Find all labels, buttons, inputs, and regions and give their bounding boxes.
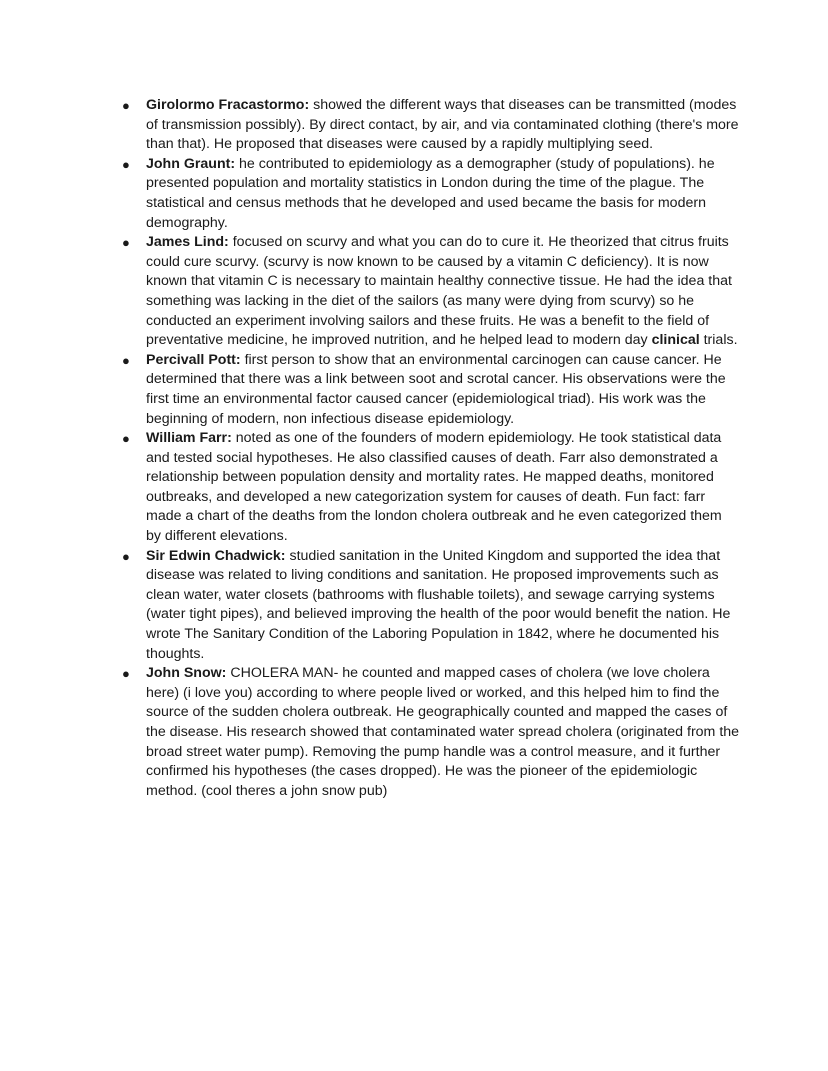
person-name: John Snow: <box>146 665 227 682</box>
person-description: showed the different ways that diseases can be transmitted (modes of transmission possibly). By direct contact, by air, and via contaminated clothing (there's more than that). He proposed that diseases were caused by a rapidly multiplying seed. <box>146 97 739 153</box>
person-name: Sir Edwin Chadwick: <box>146 547 286 564</box>
person-name: John Graunt: <box>146 155 236 172</box>
person-description: studied sanitation in the United Kingdom and supported the idea that disease was related to living conditions and sanitation. He proposed improvements such as clean water, water closets (bathrooms with flushable toilets), and sewage carrying systems (water tight pipes), and believed improving the health of the poor would benefit the nation. He wrote The Sanitary Condition of the Laboring Population in 1842, where he documented his thoughts. <box>146 547 731 662</box>
list-item-snow <box>120 664 740 801</box>
person-description: CHOLERA MAN- he counted and mapped cases of cholera (we love cholera here) (i love you) according to where people lived or worked, and this helped him to find the source of the sudden cholera outbreak. He geographically counted and mapped the cases of the disease. His research showed that contaminated water spread cholera (originated from the broad street water pump). Removing the pump handle was a control measure, and it further confirmed his hypotheses (the cases dropped). He was the pioneer of the epidemiologic method. (cool theres a john snow pub) <box>146 665 740 799</box>
bullet-icon: ● <box>122 666 130 682</box>
epidemiology-notes-list <box>120 96 740 801</box>
bullet-icon: ● <box>122 548 130 564</box>
person-description: noted as one of the founders of modern epidemiology. He took statistical data and tested social hypotheses. He also classified causes of death. Farr also demonstrated a relationship between population density and mortality rates. He mapped deaths, monitored outbreaks, and developed a new categorization system for causes of death. Fun fact: farr made a chart of the deaths from the london cholera outbreak and he even categorized them by different elevations. <box>146 430 722 545</box>
person-description: first person to show that an environmental carcinogen can cause cancer. He determined that there was a link between soot and scrotal cancer. His observations were the first time an environmental factor caused cancer (epidemiological triad). His work was the beginning of modern, non infectious disease epidemiology. <box>146 351 726 427</box>
bullet-icon: ● <box>122 98 130 113</box>
bullet-icon: ● <box>122 431 130 447</box>
person-name: Girolormo Fracastormo: <box>146 97 310 113</box>
person-name: Percivall Pott: <box>146 351 241 368</box>
person-description: focused on scurvy and what you can do to cure it. He theorized that citrus fruits could cure scurvy. (scurvy is now known to be caused by a vitamin C deficiency). It is now known that vitamin C is necessary to maintain healthy connective tissue. He had the idea that something was lacking in the diet of the sailors (as many were dying from scurvy) so he conducted an experiment involving sailors and these fruits. He was a benefit to the field of preventative medicine, he improved nutrition, and he helped lead to modern day <box>146 234 732 349</box>
list-item-graunt <box>120 155 740 233</box>
list-item-pott <box>120 351 740 429</box>
bullet-icon: ● <box>122 352 130 368</box>
person-name: William Farr: <box>146 430 232 447</box>
list-item-lind <box>120 233 740 351</box>
person-description: he contributed to epidemiology as a demographer (study of populations). he presented population and mortality statistics in London during the time of the plague. The statistical and census methods that he developed and used became the basis for modern demography. <box>146 155 715 231</box>
bullet-icon: ● <box>122 235 130 251</box>
list-item-chadwick <box>120 547 740 665</box>
list-item-farr <box>120 429 740 547</box>
emphasized-word: clinical <box>651 332 700 349</box>
person-name: James Lind: <box>146 234 229 251</box>
bullet-icon: ● <box>122 156 130 172</box>
person-description-end: trials. <box>699 332 738 349</box>
list-item-fracastormo <box>120 96 740 155</box>
